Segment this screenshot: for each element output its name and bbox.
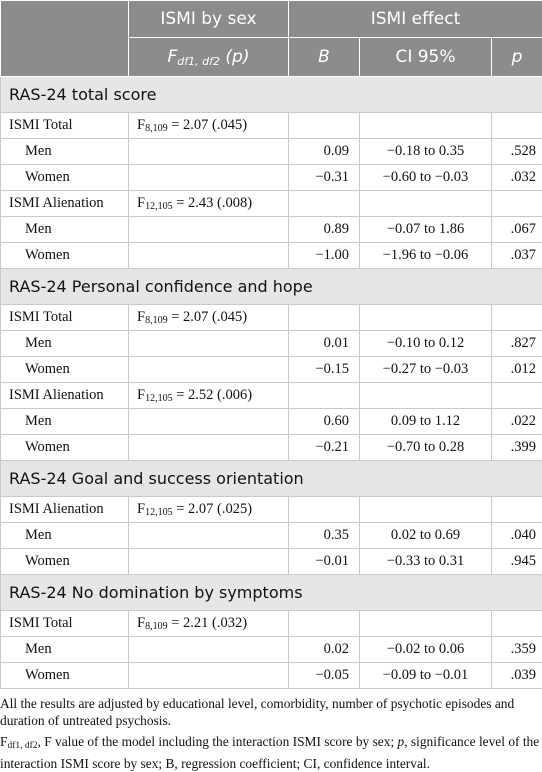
b-coefficient: −0.05 [289, 663, 360, 689]
header-ismi-by-sex: ISMI by sex [129, 1, 289, 38]
p-cell-empty [492, 497, 542, 523]
header-blank-cell [1, 1, 129, 77]
p-cell-empty [492, 191, 542, 217]
table-row [1, 217, 542, 243]
table-row [1, 331, 542, 357]
table-row [1, 357, 542, 383]
f-symbol: F [137, 501, 145, 517]
p-cell-empty [492, 611, 542, 637]
section-title: RAS-24 No domination by symptoms [1, 575, 542, 611]
b-cell-empty [289, 383, 360, 409]
table-row [1, 165, 542, 191]
footnote-text-a: , F value of the model including the interaction ISMI score by sex; [38, 734, 398, 749]
sex-label: Men [1, 523, 129, 549]
ismi-scale-label: ISMI Total [1, 611, 129, 637]
sex-label: Women [1, 243, 129, 269]
table-row [1, 139, 542, 165]
b-coefficient: −0.31 [289, 165, 360, 191]
section-row [1, 575, 542, 611]
sex-label: Men [1, 139, 129, 165]
table-row [1, 243, 542, 269]
table-row [1, 409, 542, 435]
ismi-scale-label: ISMI Alienation [1, 383, 129, 409]
f-symbol: F [137, 117, 145, 133]
b-coefficient: 0.09 [289, 139, 360, 165]
confidence-interval: −0.27 to −0.03 [360, 357, 492, 383]
ismi-scale-label: ISMI Alienation [1, 191, 129, 217]
p-value: .037 [492, 243, 542, 269]
table-header [1, 1, 542, 77]
p-value: .039 [492, 663, 542, 689]
ci-cell-empty [360, 113, 492, 139]
b-coefficient: 0.60 [289, 409, 360, 435]
ci-cell-empty [360, 305, 492, 331]
f-statistic: = 2.07 (.045) [168, 309, 247, 325]
header-f-value [129, 38, 289, 77]
f-value-cell [129, 383, 289, 409]
sex-label: Men [1, 637, 129, 663]
section-title: RAS-24 Personal confidence and hope [1, 269, 542, 305]
table-row [1, 305, 542, 331]
footnote-f-subscript: df1, df2 [7, 741, 37, 751]
table-row [1, 497, 542, 523]
table-row [1, 637, 542, 663]
p-value: .032 [492, 165, 542, 191]
f-value-cell [129, 305, 289, 331]
table-row [1, 113, 542, 139]
f-statistic: = 2.52 (.006) [173, 387, 252, 403]
header-ismi-effect: ISMI effect [289, 1, 542, 38]
ci-cell-empty [360, 611, 492, 637]
sex-label: Men [1, 409, 129, 435]
b-coefficient: 0.89 [289, 217, 360, 243]
f-cell-empty [129, 331, 289, 357]
p-value: .359 [492, 637, 542, 663]
p-cell-empty [492, 305, 542, 331]
header-p: p [492, 38, 542, 77]
table-row [1, 663, 542, 689]
table-row [1, 549, 542, 575]
f-statistic: = 2.21 (.032) [168, 615, 247, 631]
b-cell-empty [289, 497, 360, 523]
confidence-interval: −0.10 to 0.12 [360, 331, 492, 357]
f-symbol: F [137, 195, 145, 211]
f-subscript: 12,105 [145, 393, 173, 404]
p-value: .399 [492, 435, 542, 461]
f-cell-empty [129, 409, 289, 435]
b-cell-empty [289, 611, 360, 637]
f-value-cell [129, 191, 289, 217]
sex-label: Women [1, 165, 129, 191]
f-subscript: 12,105 [145, 201, 173, 212]
p-value: .827 [492, 331, 542, 357]
table-row [1, 383, 542, 409]
section-title: RAS-24 total score [1, 77, 542, 113]
f-cell-empty [129, 663, 289, 689]
f-subscript: 12,105 [145, 507, 173, 518]
f-cell-empty [129, 165, 289, 191]
table-body [1, 77, 542, 689]
confidence-interval: −0.07 to 1.86 [360, 217, 492, 243]
f-value-cell [129, 113, 289, 139]
f-value-cell [129, 497, 289, 523]
b-cell-empty [289, 191, 360, 217]
f-symbol: F [137, 309, 145, 325]
f-cell-empty [129, 549, 289, 575]
table-row [1, 191, 542, 217]
confidence-interval: −0.02 to 0.06 [360, 637, 492, 663]
f-subscript: 8,109 [145, 123, 168, 134]
f-statistic: = 2.43 (.008) [173, 195, 252, 211]
b-coefficient: 0.01 [289, 331, 360, 357]
confidence-interval: −0.18 to 0.35 [360, 139, 492, 165]
sex-label: Women [1, 357, 129, 383]
header-f-subscript: df1, df2 [177, 55, 220, 68]
header-b: B [289, 38, 360, 77]
p-value: .067 [492, 217, 542, 243]
f-cell-empty [129, 243, 289, 269]
ismi-scale-label: ISMI Alienation [1, 497, 129, 523]
p-value: .528 [492, 139, 542, 165]
sex-label: Men [1, 331, 129, 357]
p-value: .022 [492, 409, 542, 435]
section-row [1, 461, 542, 497]
p-cell-empty [492, 113, 542, 139]
ismi-scale-label: ISMI Total [1, 305, 129, 331]
p-value: .012 [492, 357, 542, 383]
b-coefficient: −0.01 [289, 549, 360, 575]
section-row [1, 269, 542, 305]
b-cell-empty [289, 305, 360, 331]
f-cell-empty [129, 357, 289, 383]
confidence-interval: −0.33 to 0.31 [360, 549, 492, 575]
f-symbol: F [137, 387, 145, 403]
confidence-interval: 0.09 to 1.12 [360, 409, 492, 435]
header-f-symbol: F [168, 47, 178, 67]
ci-cell-empty [360, 191, 492, 217]
ci-cell-empty [360, 497, 492, 523]
confidence-interval: −1.96 to −0.06 [360, 243, 492, 269]
b-coefficient: −0.15 [289, 357, 360, 383]
footnote-adjustment: All the results are adjusted by educational level, comorbidity, number of psychotic episodes and duration of untreated psychosis. [0, 695, 542, 729]
sex-label: Women [1, 549, 129, 575]
confidence-interval: −0.60 to −0.03 [360, 165, 492, 191]
p-cell-empty [492, 383, 542, 409]
f-statistic: = 2.07 (.025) [173, 501, 252, 517]
footnote-p-symbol: p [398, 734, 405, 749]
b-coefficient: −1.00 [289, 243, 360, 269]
b-cell-empty [289, 113, 360, 139]
f-symbol: F [137, 615, 145, 631]
b-coefficient: −0.21 [289, 435, 360, 461]
sex-label: Women [1, 435, 129, 461]
table-row [1, 435, 542, 461]
f-subscript: 8,109 [145, 315, 168, 326]
table-row [1, 611, 542, 637]
header-ci: CI 95% [360, 38, 492, 77]
p-value: .040 [492, 523, 542, 549]
confidence-interval: −0.70 to 0.28 [360, 435, 492, 461]
f-cell-empty [129, 139, 289, 165]
section-row [1, 77, 542, 113]
f-cell-empty [129, 435, 289, 461]
confidence-interval: −0.09 to −0.01 [360, 663, 492, 689]
table-row [1, 523, 542, 549]
f-statistic: = 2.07 (.045) [168, 117, 247, 133]
b-coefficient: 0.02 [289, 637, 360, 663]
sex-label: Women [1, 663, 129, 689]
sex-label: Men [1, 217, 129, 243]
f-cell-empty [129, 523, 289, 549]
table-footnotes [0, 689, 542, 772]
p-value: .945 [492, 549, 542, 575]
f-subscript: 8,109 [145, 621, 168, 632]
f-cell-empty [129, 637, 289, 663]
ci-cell-empty [360, 383, 492, 409]
f-cell-empty [129, 217, 289, 243]
b-coefficient: 0.35 [289, 523, 360, 549]
footnote-text-b: , significance level of the interaction ISMI score by sex; B, regression coefficient; CI, confidence interval. [0, 734, 539, 771]
section-title: RAS-24 Goal and success orientation [1, 461, 542, 497]
header-f-p: (p) [220, 47, 249, 67]
footnote-f-symbol: F [0, 734, 7, 749]
ismi-scale-label: ISMI Total [1, 113, 129, 139]
confidence-interval: 0.02 to 0.69 [360, 523, 492, 549]
f-value-cell [129, 611, 289, 637]
